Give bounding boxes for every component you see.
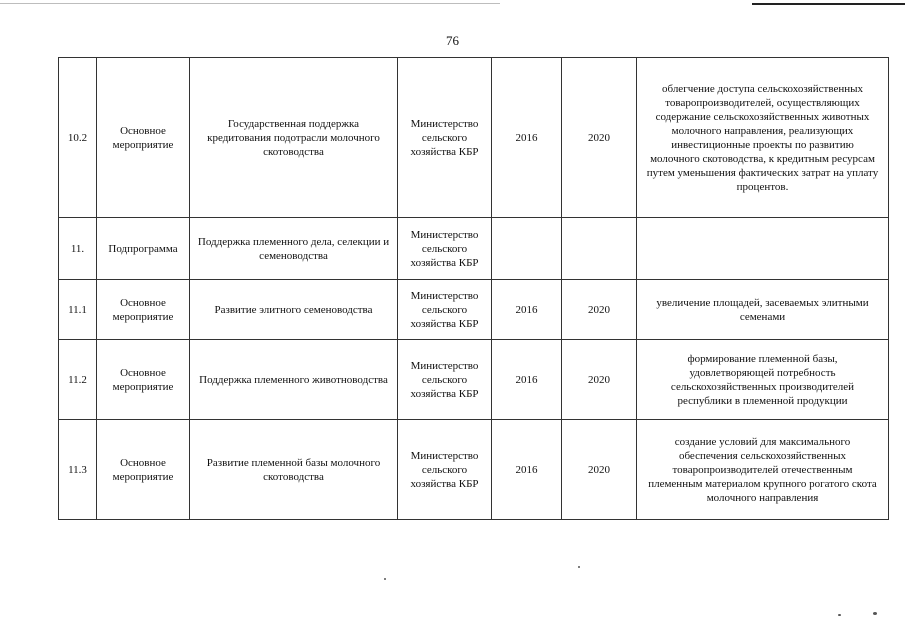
expected-result [637,218,889,280]
table-row [59,420,889,520]
expected-result: облегчение доступа сельскохозяйственных товаропроизводителей, осуществляющих содержание сельскохозяйственных животных молочного направления, реализующих инвестиционные проекты по развитию молочного скотоводства, к кредитным ресурсам путем уменьшения фактических затрат на уплату процентов. [637,58,889,218]
scan-speck [578,566,580,568]
end-year: 2020 [562,58,637,218]
measure-name: Развитие племенной базы молочного скотоводства [190,420,398,520]
end-year: 2020 [562,280,637,340]
executor: Министерство сельского хозяйства КБР [398,58,492,218]
executor: Министерство сельского хозяйства КБР [398,340,492,420]
scan-speck [384,578,386,580]
program-measures-table [58,57,889,520]
start-year: 2016 [492,58,562,218]
executor: Министерство сельского хозяйства КБР [398,218,492,280]
end-year [562,218,637,280]
measure-name: Поддержка племенного дела, селекции и семеноводства [190,218,398,280]
measure-type: Основное мероприятие [97,340,190,420]
table-row [59,280,889,340]
end-year: 2020 [562,420,637,520]
expected-result: формирование племенной базы, удовлетворяющей потребность сельскохозяйственных производителей республики в племенной продукции [637,340,889,420]
executor: Министерство сельского хозяйства КБР [398,420,492,520]
table-row [59,218,889,280]
scan-speck [838,614,841,616]
start-year: 2016 [492,280,562,340]
row-number: 10.2 [59,58,97,218]
row-number: 11.3 [59,420,97,520]
start-year [492,218,562,280]
measure-type: Основное мероприятие [97,58,190,218]
expected-result: создание условий для максимального обеспечения сельскохозяйственных товаропроизводителей отечественным племенным материалом крупного рогатого скота молочного направления [637,420,889,520]
start-year: 2016 [492,420,562,520]
row-number: 11. [59,218,97,280]
row-number: 11.1 [59,280,97,340]
measure-name: Развитие элитного семеноводства [190,280,398,340]
measure-name: Поддержка племенного животноводства [190,340,398,420]
table-row [59,58,889,218]
page-number: 76 [446,33,459,48]
scan-speck [873,612,877,615]
end-year: 2020 [562,340,637,420]
measure-type: Основное мероприятие [97,280,190,340]
expected-result: увеличение площадей, засеваемых элитными семенами [637,280,889,340]
scan-artifact-line [752,3,905,5]
table-row [59,340,889,420]
measure-type: Подпрограмма [97,218,190,280]
scan-artifact-line [0,3,500,4]
measure-type: Основное мероприятие [97,420,190,520]
row-number: 11.2 [59,340,97,420]
start-year: 2016 [492,340,562,420]
measure-name: Государственная поддержка кредитования подотрасли молочного скотоводства [190,58,398,218]
executor: Министерство сельского хозяйства КБР [398,280,492,340]
